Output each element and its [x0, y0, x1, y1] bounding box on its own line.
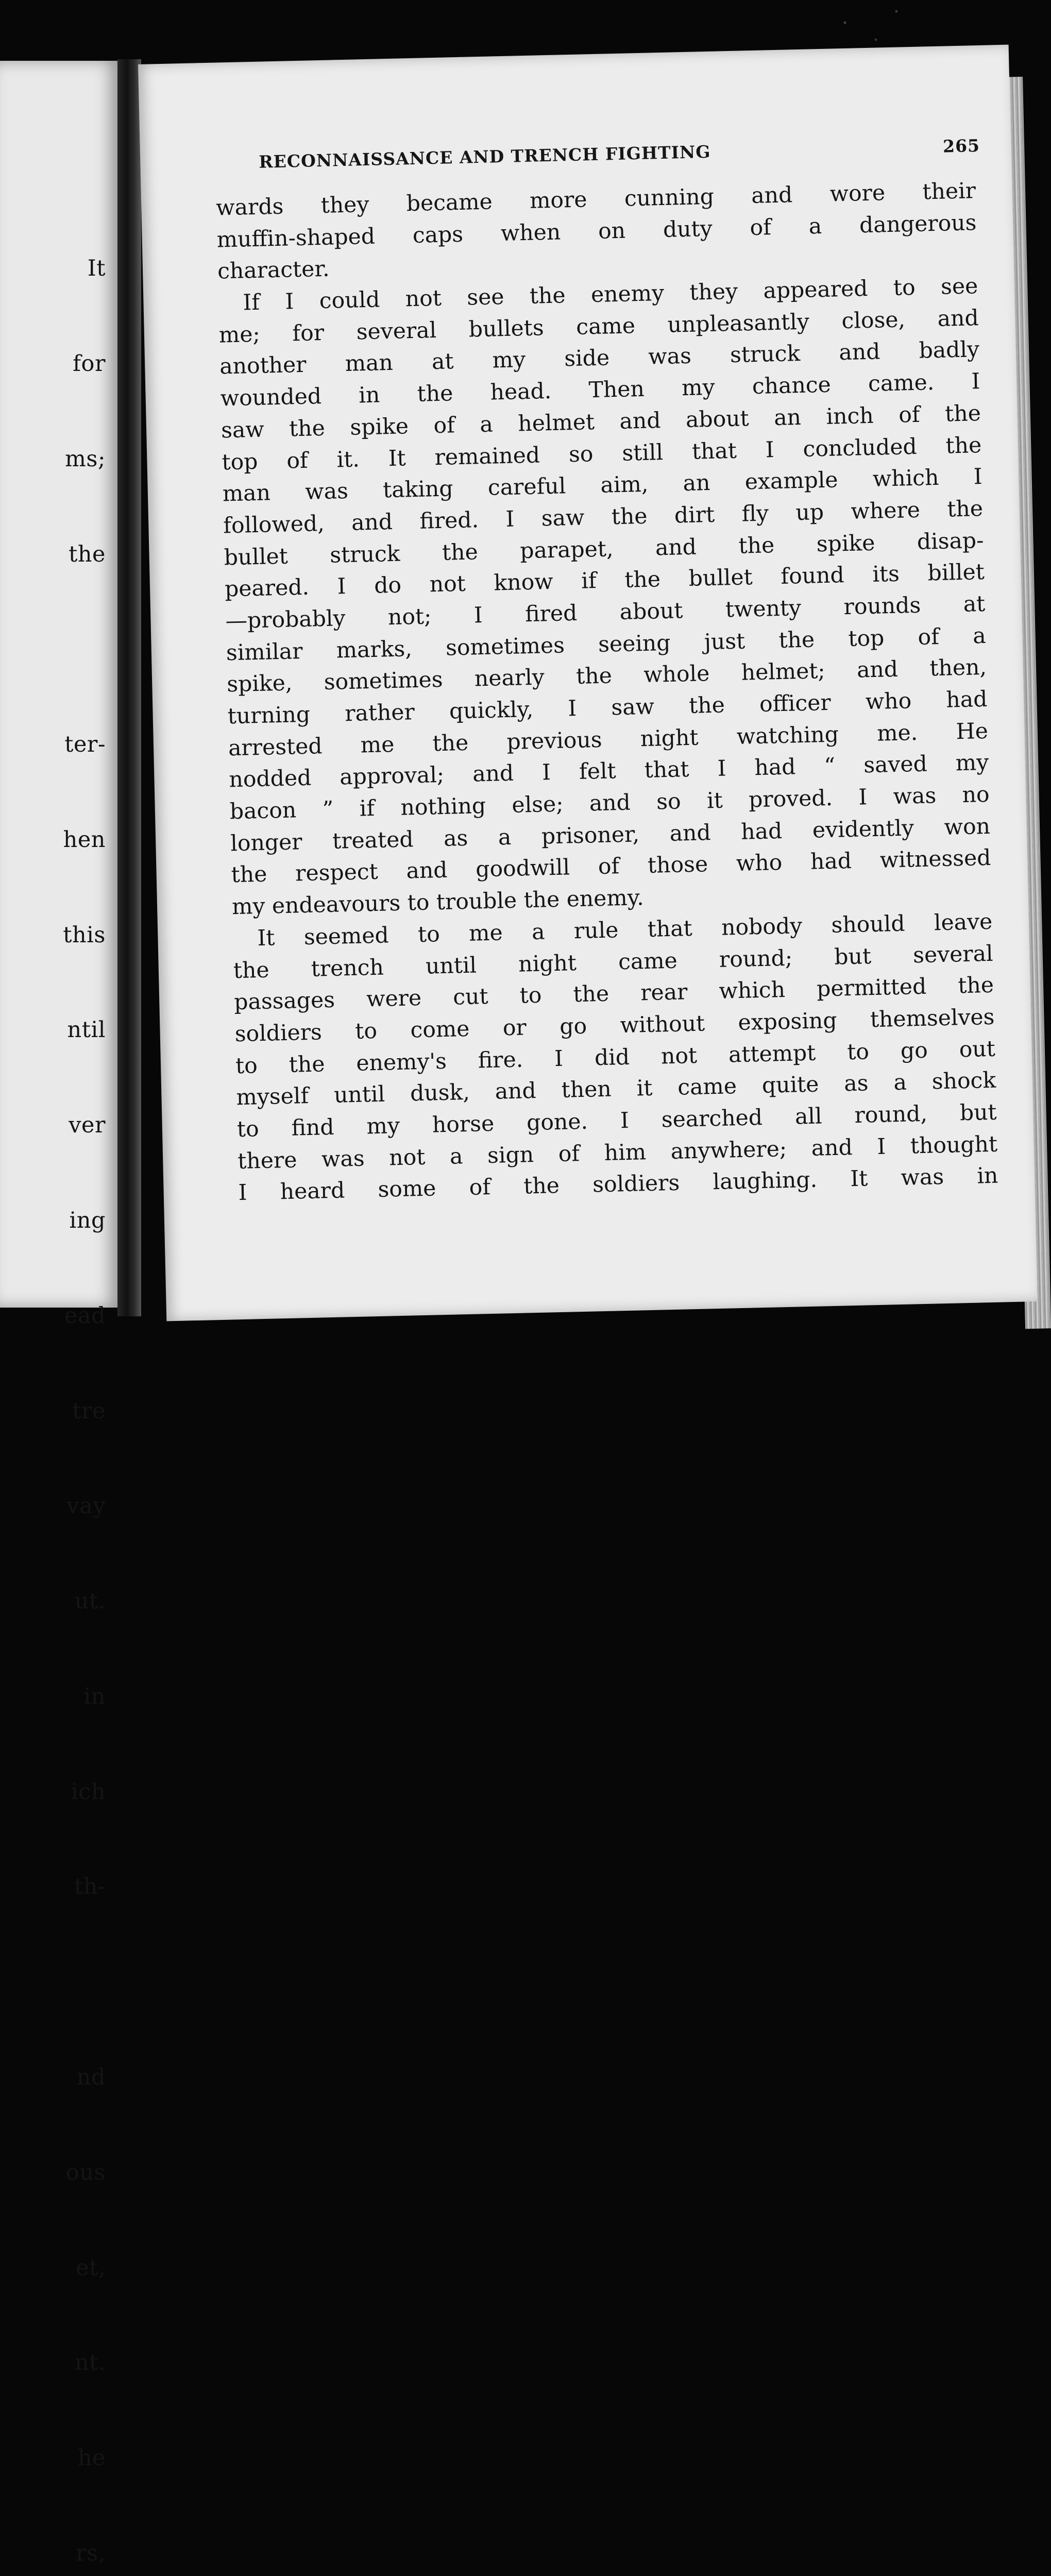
main-page: [138, 45, 1037, 1321]
left-line: nt.: [74, 2350, 106, 2376]
left-line: ich: [71, 1778, 106, 1805]
text-line: longer treated as a prisoner, and had evidently won: [230, 814, 991, 857]
left-line: in: [83, 1683, 106, 1709]
left-line: ous: [65, 2159, 106, 2185]
text-line: soldiers to come or go without exposing themselves: [234, 1004, 995, 1047]
text-line: man was taking careful aim, an example which I: [222, 464, 983, 507]
text-line: similar marks, sometimes seeing just the top of a: [226, 623, 987, 666]
book-gutter: [117, 59, 141, 1316]
text-line: myself until dusk, and then it came quite as a shock: [236, 1067, 996, 1111]
page-number: 265: [942, 135, 980, 157]
text-line: the respect and goodwill of those who had witnessed: [231, 845, 991, 888]
text-line: saw the spike of a helmet and about an inch of the: [221, 400, 981, 444]
left-line: rs,: [76, 2540, 106, 2566]
text-line: another man at my side was struck and badly: [219, 337, 980, 380]
left-line: ver: [69, 1112, 106, 1139]
text-line: wards they became more cunning and wore their: [215, 178, 976, 221]
text-line: my endeavours to trouble the enemy.: [231, 885, 645, 920]
text-line: turning rather quickly, I saw the officer who had: [227, 686, 988, 730]
left-line: this: [63, 922, 106, 948]
left-line: It: [87, 256, 106, 282]
left-line: th-: [74, 1874, 106, 1900]
left-line: hen: [63, 826, 106, 853]
text-line: followed, and fired. I saw the dirt fly up where the: [223, 496, 984, 539]
text-line: wounded in the head. Then my chance came. I: [220, 369, 980, 412]
text-line: to the enemy's fire. I did not attempt to go out: [235, 1036, 996, 1079]
text-line: It seemed to me a rule that nobody should leave: [257, 909, 993, 951]
text-line: top of it. It remained so still that I concluded the: [222, 432, 982, 476]
text-line: spike, sometimes nearly the whole helmet; and then,: [226, 655, 987, 698]
body-text: [216, 175, 998, 1209]
text-line: passages were cut to the rear which permitted the: [233, 972, 994, 1015]
text-line: peared. I do not know if the bullet found its billet: [224, 560, 985, 602]
text-line: arrested me the previous night watching me. He: [228, 718, 989, 761]
text-line: If I could not see the enemy they appeared to see: [243, 274, 978, 316]
left-line: he: [77, 2445, 106, 2471]
text-line: character.: [217, 257, 330, 284]
left-line: et,: [76, 2255, 106, 2281]
left-line: [0, 634, 106, 666]
text-line: muffin-shaped caps when on duty of a dangerous: [216, 210, 977, 253]
text-line: there was not a sign of him anywhere; and I thought: [237, 1131, 998, 1174]
left-line: for: [73, 350, 106, 377]
text-line: me; for several bullets came unpleasantly close, and: [218, 305, 979, 348]
left-line: ead: [64, 1302, 106, 1329]
left-line: vay: [66, 1493, 106, 1519]
left-line: ing: [69, 1208, 106, 1233]
left-line: tre: [72, 1398, 106, 1424]
text-line: —probably not; I fired about twenty rounds at: [225, 591, 986, 634]
left-line: the: [69, 541, 106, 567]
text-line: I heard some of the soldiers laughing. It was in: [238, 1163, 998, 1206]
left-line: ter-: [64, 732, 106, 758]
text-line: nodded approval; and I felt that I had “ saved my: [229, 750, 989, 793]
left-line: nd: [76, 2064, 106, 2091]
text-line: bullet struck the parapet, and the spike disap-: [224, 528, 984, 571]
text-line: the trench until night came round; but several: [233, 941, 994, 984]
left-page-text: [0, 190, 106, 2576]
left-line: ut.: [74, 1588, 106, 1615]
left-line: ntil: [67, 1017, 106, 1043]
text-line: to find my horse gone. I searched all round, but: [236, 1099, 997, 1143]
running-head: [259, 135, 980, 172]
left-line: [0, 1967, 106, 1998]
running-head-title: RECONNAISSANCE AND TRENCH FIGHTING: [258, 141, 711, 172]
text-line: bacon ” if nothing else; and so it proved. I was no: [229, 782, 990, 825]
left-line: ms;: [65, 446, 106, 472]
